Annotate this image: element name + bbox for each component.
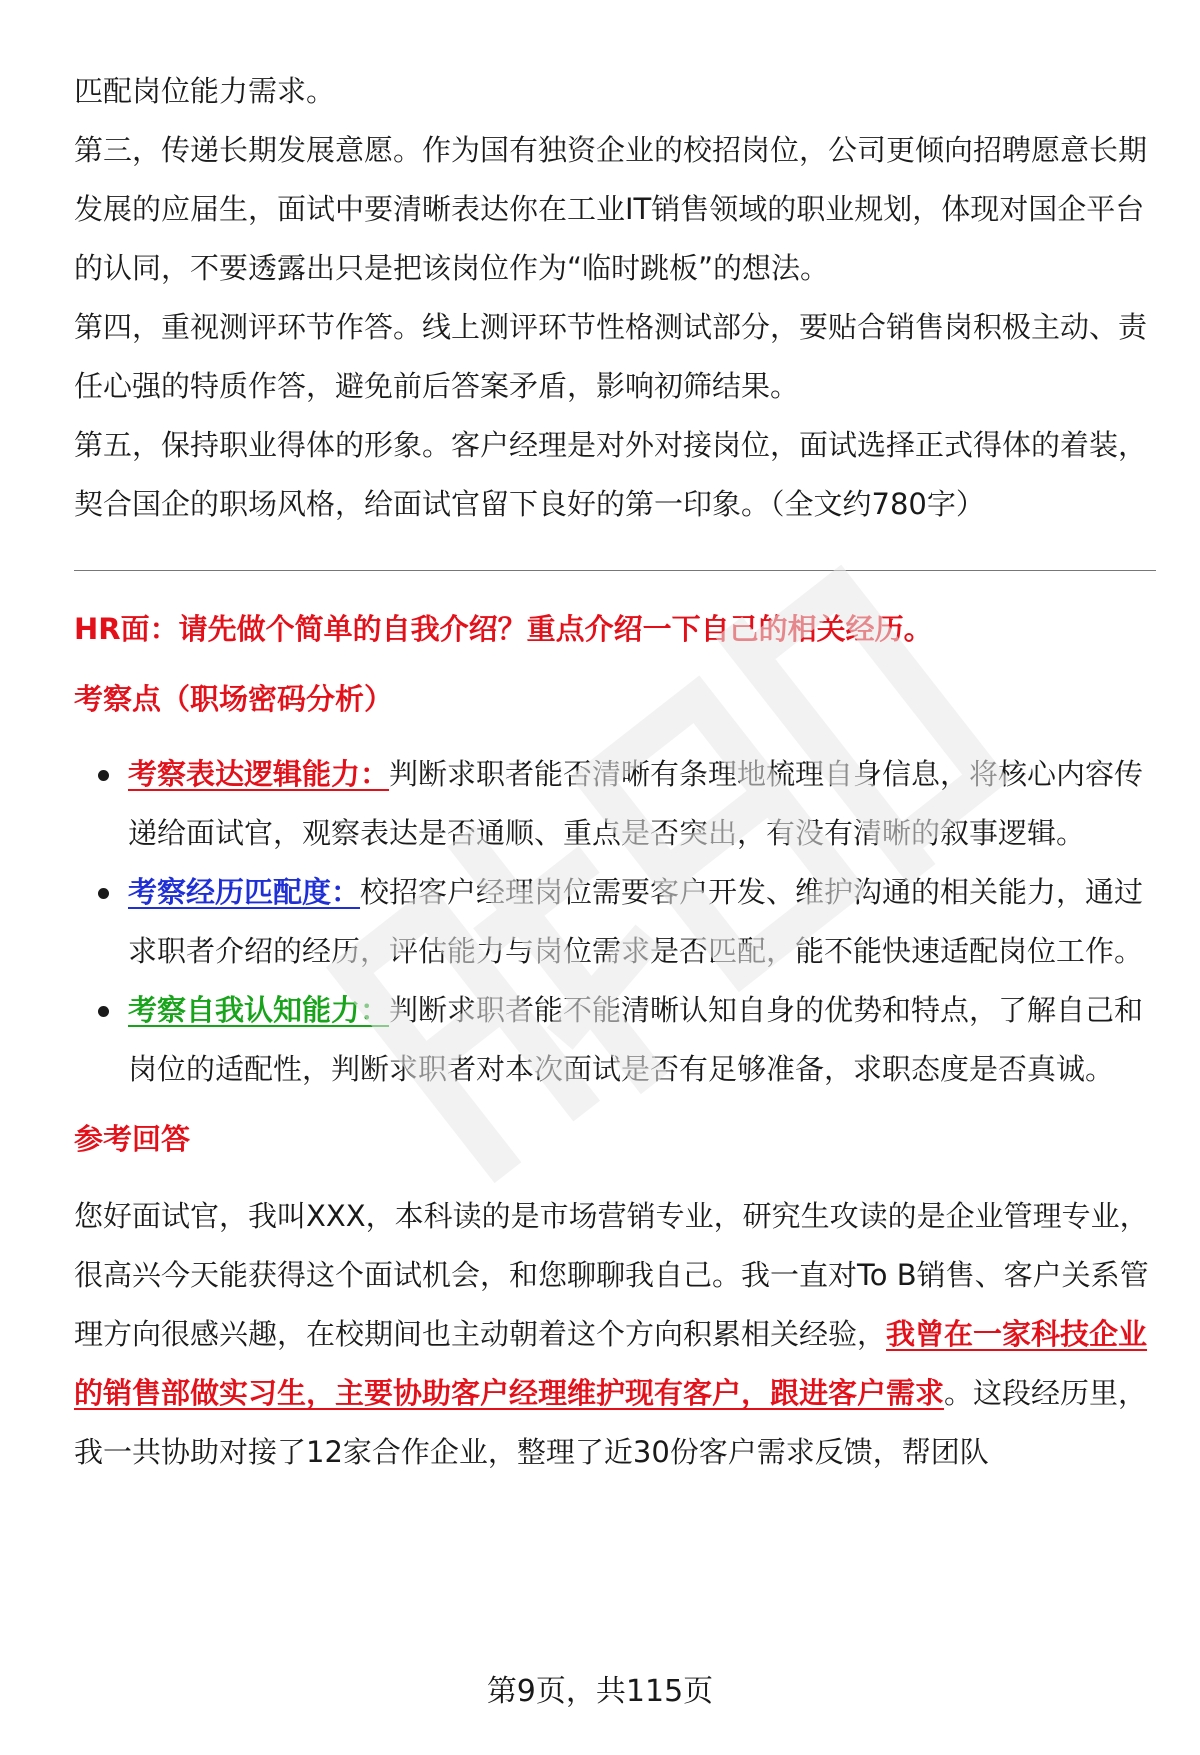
answer-text-after: 。这段经历里，我一共协助对接了12家合作企业，整理了近30份客户需求反馈，帮团队 <box>74 1376 1148 1469</box>
reference-answer <box>74 1187 1156 1482</box>
analysis-heading: 考察点（职场密码分析） <box>74 682 394 716</box>
intro-paragraph-4: 第五，保持职业得体的形象。客户经理是对外对接岗位，面试选择正式得体的着装，契合国企的职场风格，给面试官留下良好的第一印象。（全文约780字） <box>74 428 1148 521</box>
point-label-self-awareness: 考察自我认知能力： <box>128 993 390 1027</box>
intro-paragraph-3: 第四，重视测评环节作答。线上测评环节性格测试部分，要贴合销售岗积极主动、责任心强的特质作答，避免前后答案矛盾，影响初筛结果。 <box>74 310 1148 403</box>
point-label-logic: 考察表达逻辑能力： <box>128 757 390 791</box>
point-text-experience: 校招客户经理岗位需要客户开发、维护沟通的相关能力，通过求职者介绍的经历，评估能力与岗位需求是否匹配，能不能快速适配岗位工作。 <box>128 875 1144 968</box>
page-footer: 第9页，共115页 <box>486 1674 714 1709</box>
analysis-point-self-awareness <box>74 981 1156 1099</box>
point-label-experience: 考察经历匹配度： <box>128 875 361 909</box>
answer-highlight: 我曾在一家科技企业的销售部做实习生，主要协助客户经理维护现有客户，跟进客户需求 <box>74 1317 1148 1410</box>
intro-paragraph-2: 第三，传递长期发展意愿。作为国有独资企业的校招岗位，公司更倾向招聘愿意长期发展的应届生，面试中要清晰表达你在工业IT销售领域的职业规划，体现对国企平台的认同，不要透露出只是把该岗位作为“临时跳板”的想法。 <box>74 133 1148 285</box>
reference-heading: 参考回答 <box>74 1122 191 1156</box>
bullet-icon <box>98 1006 109 1017</box>
interview-question: HR面：请先做个简单的自我介绍？重点介绍一下自己的相关经历。 <box>74 612 933 646</box>
analysis-point-experience <box>74 863 1156 981</box>
intro-paragraph-1: 匹配岗位能力需求。 <box>74 74 336 108</box>
answer-text-before: 您好面试官，我叫XXX，本科读的是市场营销专业，研究生攻读的是企业管理专业，很高兴今天能获得这个面试机会，和您聊聊我自己。我一直对To B销售、客户关系管理方向很感兴趣，在校期间也主动朝着这个方向积累相关经验， <box>74 1199 1149 1351</box>
section-divider <box>74 570 1156 571</box>
document-body <box>74 62 1156 1482</box>
analysis-point-logic <box>74 745 1156 863</box>
analysis-points-list <box>74 745 1156 1099</box>
bullet-icon <box>98 770 109 781</box>
point-text-logic: 判断求职者能否清晰有条理地梳理自身信息，将核心内容传递给面试官，观察表达是否通顺、重点是否突出，有没有清晰的叙事逻辑。 <box>128 757 1144 850</box>
point-text-self-awareness: 判断求职者能不能清晰认知自身的优势和特点，了解自己和岗位的适配性，判断求职者对本次面试是否有足够准备，求职态度是否真诚。 <box>128 993 1144 1086</box>
bullet-icon <box>98 888 109 899</box>
